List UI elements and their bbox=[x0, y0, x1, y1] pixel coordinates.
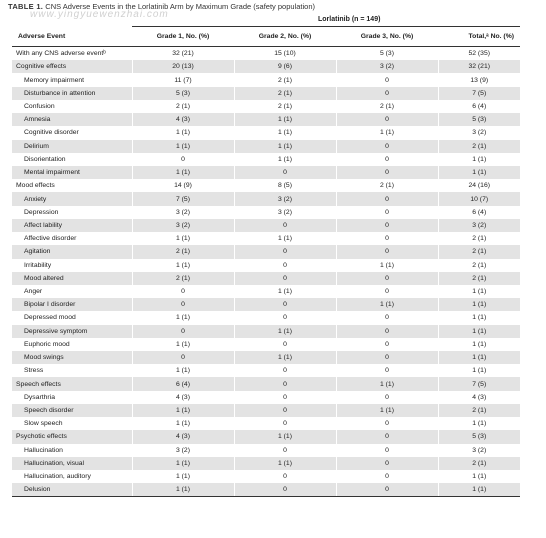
table-row bbox=[12, 245, 520, 258]
grade-3-cell: 0 bbox=[336, 192, 438, 205]
total-cell: 3 (2) bbox=[438, 126, 520, 139]
total-cell: 3 (2) bbox=[438, 444, 520, 457]
grade-2-cell: 0 bbox=[234, 404, 336, 417]
grade-3-cell: 0 bbox=[336, 153, 438, 166]
grade-3-cell: 0 bbox=[336, 351, 438, 364]
event-name-cell: Euphoric mood bbox=[24, 340, 70, 348]
grade-2-cell: 0 bbox=[234, 166, 336, 179]
grade-2-cell: 1 (1) bbox=[234, 113, 336, 126]
event-name-cell: Mood altered bbox=[12, 272, 132, 285]
table-row bbox=[12, 113, 520, 126]
table-body bbox=[12, 47, 520, 497]
table-row bbox=[12, 364, 520, 377]
grade-3-cell: 2 (1) bbox=[336, 179, 438, 192]
grade-3-cell: 0 bbox=[336, 285, 438, 298]
event-name-cell: Cognitive effects bbox=[12, 60, 132, 73]
table-row bbox=[12, 73, 520, 86]
event-name-cell: Delirium bbox=[12, 140, 132, 153]
table-row bbox=[12, 232, 520, 245]
event-name-cell: Confusion bbox=[24, 102, 55, 110]
event-name-cell: Mood effects bbox=[16, 182, 55, 190]
grade-2-cell: 0 bbox=[234, 245, 336, 258]
table-row bbox=[12, 298, 520, 311]
table-caption: CNS Adverse Events in the Lorlatinib Arm by Maximum Grade (safety population) bbox=[45, 2, 315, 11]
grade-2-cell: 0 bbox=[234, 219, 336, 232]
table-label: TABLE 1. bbox=[8, 2, 44, 11]
total-cell: 13 (9) bbox=[438, 73, 520, 86]
event-name-cell: Delusion bbox=[12, 483, 132, 497]
grade-3-cell: 0 bbox=[336, 417, 438, 430]
group-header: Lorlatinib (n = 149) bbox=[318, 16, 381, 23]
total-cell: 2 (1) bbox=[438, 259, 520, 272]
grade-3-cell: 1 (1) bbox=[336, 298, 438, 311]
grade-1-cell: 2 (1) bbox=[132, 100, 234, 113]
event-name-cell: Disturbance in attention bbox=[12, 87, 132, 100]
total-cell: 1 (1) bbox=[438, 285, 520, 298]
grade-1-cell: 1 (1) bbox=[132, 259, 234, 272]
grade-3-cell: 0 bbox=[336, 232, 438, 245]
event-name-cell: Bipolar I disorder bbox=[12, 298, 132, 311]
grade-1-cell: 0 bbox=[132, 285, 234, 298]
total-cell: 1 (1) bbox=[438, 483, 520, 497]
grade-3-cell: 0 bbox=[336, 391, 438, 404]
grade-3-cell: 0 bbox=[336, 311, 438, 324]
event-name-cell: Cognitive disorder bbox=[24, 129, 79, 137]
grade-3-cell: 0 bbox=[336, 166, 438, 179]
table-row bbox=[12, 100, 520, 113]
event-name-cell: Amnesia bbox=[12, 113, 132, 126]
grade-1-cell: 4 (3) bbox=[132, 113, 234, 126]
total-cell: 52 (35) bbox=[438, 47, 520, 61]
table-row bbox=[12, 351, 520, 364]
table-row bbox=[12, 179, 520, 192]
total-cell: 2 (1) bbox=[438, 245, 520, 258]
table-row bbox=[12, 377, 520, 390]
total-cell: 6 (4) bbox=[438, 206, 520, 219]
total-cell: 2 (1) bbox=[438, 457, 520, 470]
grade-3-cell: 0 bbox=[336, 338, 438, 351]
grade-3-cell: 0 bbox=[336, 272, 438, 285]
event-name-cell: Psychotic effects bbox=[12, 430, 132, 443]
table-row bbox=[12, 192, 520, 205]
event-name-cell: Mental impairment bbox=[12, 166, 132, 179]
table-row bbox=[12, 166, 520, 179]
grade-2-cell: 1 (1) bbox=[234, 285, 336, 298]
grade-1-cell: 0 bbox=[132, 325, 234, 338]
grade-1-cell: 2 (1) bbox=[132, 245, 234, 258]
grade-3-cell: 2 (1) bbox=[336, 100, 438, 113]
event-name-cell: Hallucination, visual bbox=[12, 457, 132, 470]
table-row bbox=[12, 417, 520, 430]
grade-2-cell: 0 bbox=[234, 377, 336, 390]
grade-1-cell: 5 (3) bbox=[132, 87, 234, 100]
event-name-cell: Mood swings bbox=[12, 351, 132, 364]
event-name-cell: Hallucination, auditory bbox=[24, 473, 91, 481]
total-cell: 5 (3) bbox=[438, 113, 520, 126]
grade-1-cell: 6 (4) bbox=[132, 377, 234, 390]
grade-3-cell: 0 bbox=[336, 245, 438, 258]
total-cell: 1 (1) bbox=[438, 351, 520, 364]
grade-1-cell: 20 (13) bbox=[132, 60, 234, 73]
total-cell: 1 (1) bbox=[438, 311, 520, 324]
grade-1-cell: 0 bbox=[132, 298, 234, 311]
column-header-grade-1: Grade 1, No. (%) bbox=[132, 27, 234, 47]
adverse-events-table bbox=[12, 27, 520, 497]
grade-1-cell: 1 (1) bbox=[132, 232, 234, 245]
grade-2-cell: 8 (5) bbox=[234, 179, 336, 192]
grade-2-cell: 0 bbox=[234, 444, 336, 457]
table-row bbox=[12, 206, 520, 219]
event-name-cell: Stress bbox=[24, 367, 44, 375]
grade-2-cell: 1 (1) bbox=[234, 325, 336, 338]
grade-3-cell: 1 (1) bbox=[336, 377, 438, 390]
table-row bbox=[12, 457, 520, 470]
grade-3-cell: 0 bbox=[336, 430, 438, 443]
total-cell: 4 (3) bbox=[438, 391, 520, 404]
grade-1-cell: 0 bbox=[132, 153, 234, 166]
grade-3-cell: 1 (1) bbox=[336, 126, 438, 139]
table-row bbox=[12, 391, 520, 404]
event-name-cell: Speech effects bbox=[12, 377, 132, 390]
event-name-cell: Disorientation bbox=[24, 155, 66, 163]
table-row bbox=[12, 285, 520, 298]
total-cell: 7 (5) bbox=[438, 377, 520, 390]
grade-3-cell: 0 bbox=[336, 325, 438, 338]
table-row bbox=[12, 259, 520, 272]
grade-2-cell: 3 (2) bbox=[234, 206, 336, 219]
grade-3-cell: 3 (2) bbox=[336, 60, 438, 73]
grade-2-cell: 1 (1) bbox=[234, 232, 336, 245]
total-cell: 5 (3) bbox=[438, 430, 520, 443]
total-cell: 1 (1) bbox=[438, 153, 520, 166]
total-cell: 1 (1) bbox=[438, 166, 520, 179]
grade-1-cell: 1 (1) bbox=[132, 140, 234, 153]
column-header-grade-2: Grade 2, No. (%) bbox=[234, 27, 336, 47]
grade-2-cell: 0 bbox=[234, 483, 336, 497]
event-name-cell: Irritability bbox=[24, 261, 52, 269]
grade-2-cell: 0 bbox=[234, 338, 336, 351]
event-name-cell: Dysarthria bbox=[24, 393, 55, 401]
total-cell: 1 (1) bbox=[438, 470, 520, 483]
grade-2-cell: 0 bbox=[234, 417, 336, 430]
total-cell: 1 (1) bbox=[438, 338, 520, 351]
grade-1-cell: 1 (1) bbox=[132, 470, 234, 483]
event-name-cell: Speech disorder bbox=[12, 404, 132, 417]
table-row bbox=[12, 219, 520, 232]
table-row bbox=[12, 153, 520, 166]
grade-2-cell: 1 (1) bbox=[234, 153, 336, 166]
column-header-adverse-event: Adverse Event bbox=[12, 27, 132, 47]
grade-1-cell: 1 (1) bbox=[132, 166, 234, 179]
grade-2-cell: 1 (1) bbox=[234, 457, 336, 470]
table-row bbox=[12, 60, 520, 73]
grade-2-cell: 0 bbox=[234, 259, 336, 272]
total-cell: 1 (1) bbox=[438, 325, 520, 338]
grade-2-cell: 0 bbox=[234, 311, 336, 324]
grade-2-cell: 1 (1) bbox=[234, 140, 336, 153]
grade-3-cell: 0 bbox=[336, 470, 438, 483]
grade-3-cell: 1 (1) bbox=[336, 259, 438, 272]
table-row bbox=[12, 444, 520, 457]
grade-3-cell: 0 bbox=[336, 457, 438, 470]
total-cell: 7 (5) bbox=[438, 87, 520, 100]
table-header-row bbox=[12, 27, 520, 47]
event-name-cell: Anger bbox=[24, 288, 43, 296]
column-header-total: Total,ᵃ No. (%) bbox=[438, 27, 520, 47]
table-row bbox=[12, 311, 520, 324]
grade-1-cell: 1 (1) bbox=[132, 457, 234, 470]
total-cell: 2 (1) bbox=[438, 232, 520, 245]
grade-3-cell: 0 bbox=[336, 140, 438, 153]
total-cell: 32 (21) bbox=[438, 60, 520, 73]
grade-3-cell: 0 bbox=[336, 444, 438, 457]
grade-1-cell: 14 (9) bbox=[132, 179, 234, 192]
total-cell: 6 (4) bbox=[438, 100, 520, 113]
table-row bbox=[12, 338, 520, 351]
grade-2-cell: 0 bbox=[234, 364, 336, 377]
grade-2-cell: 15 (10) bbox=[234, 47, 336, 61]
grade-2-cell: 0 bbox=[234, 391, 336, 404]
grade-3-cell: 0 bbox=[336, 87, 438, 100]
table-row bbox=[12, 404, 520, 417]
total-cell: 2 (1) bbox=[438, 404, 520, 417]
grade-2-cell: 0 bbox=[234, 298, 336, 311]
table-row bbox=[12, 126, 520, 139]
table-row bbox=[12, 470, 520, 483]
grade-2-cell: 2 (1) bbox=[234, 87, 336, 100]
grade-1-cell: 7 (5) bbox=[132, 192, 234, 205]
table-row bbox=[12, 140, 520, 153]
event-name-cell: Agitation bbox=[12, 245, 132, 258]
total-cell: 24 (16) bbox=[438, 179, 520, 192]
event-name-cell: Depressive symptom bbox=[12, 325, 132, 338]
grade-1-cell: 1 (1) bbox=[132, 126, 234, 139]
grade-2-cell: 0 bbox=[234, 272, 336, 285]
grade-3-cell: 0 bbox=[336, 364, 438, 377]
total-cell: 1 (1) bbox=[438, 298, 520, 311]
grade-1-cell: 1 (1) bbox=[132, 483, 234, 497]
grade-1-cell: 0 bbox=[132, 351, 234, 364]
grade-2-cell: 2 (1) bbox=[234, 100, 336, 113]
event-name-cell: Hallucination bbox=[24, 446, 63, 454]
column-header-grade-3: Grade 3, No. (%) bbox=[336, 27, 438, 47]
event-name-cell: Memory impairment bbox=[24, 76, 85, 84]
total-cell: 10 (7) bbox=[438, 192, 520, 205]
grade-2-cell: 1 (1) bbox=[234, 126, 336, 139]
event-name-cell: Affective disorder bbox=[24, 235, 77, 243]
grade-2-cell: 1 (1) bbox=[234, 351, 336, 364]
grade-3-cell: 1 (1) bbox=[336, 404, 438, 417]
grade-3-cell: 0 bbox=[336, 113, 438, 126]
grade-1-cell: 3 (2) bbox=[132, 219, 234, 232]
grade-1-cell: 4 (3) bbox=[132, 391, 234, 404]
grade-1-cell: 1 (1) bbox=[132, 417, 234, 430]
grade-2-cell: 1 (1) bbox=[234, 430, 336, 443]
total-cell: 1 (1) bbox=[438, 364, 520, 377]
watermark: www.yingyuewenzhai.com bbox=[30, 9, 169, 20]
grade-3-cell: 0 bbox=[336, 206, 438, 219]
grade-2-cell: 3 (2) bbox=[234, 192, 336, 205]
event-name-cell: Depressed mood bbox=[24, 314, 76, 322]
event-name-cell: Depression bbox=[24, 208, 59, 216]
grade-2-cell: 0 bbox=[234, 470, 336, 483]
table-row bbox=[12, 87, 520, 100]
grade-1-cell: 32 (21) bbox=[132, 47, 234, 61]
event-name-cell: Affect lability bbox=[12, 219, 132, 232]
grade-3-cell: 0 bbox=[336, 219, 438, 232]
table-row bbox=[12, 430, 520, 443]
total-cell: 3 (2) bbox=[438, 219, 520, 232]
grade-3-cell: 0 bbox=[336, 73, 438, 86]
grade-1-cell: 3 (2) bbox=[132, 444, 234, 457]
grade-1-cell: 4 (3) bbox=[132, 430, 234, 443]
table-row bbox=[12, 483, 520, 497]
grade-1-cell: 1 (1) bbox=[132, 364, 234, 377]
grade-3-cell: 0 bbox=[336, 483, 438, 497]
total-cell: 2 (1) bbox=[438, 140, 520, 153]
grade-1-cell: 2 (1) bbox=[132, 272, 234, 285]
event-name-cell: With any CNS adverse eventᵇ bbox=[16, 50, 106, 58]
total-cell: 1 (1) bbox=[438, 417, 520, 430]
table-row bbox=[12, 47, 520, 61]
grade-1-cell: 1 (1) bbox=[132, 311, 234, 324]
grade-3-cell: 5 (3) bbox=[336, 47, 438, 61]
grade-1-cell: 1 (1) bbox=[132, 338, 234, 351]
grade-1-cell: 3 (2) bbox=[132, 206, 234, 219]
table-row bbox=[12, 325, 520, 338]
event-name-cell: Slow speech bbox=[24, 420, 63, 428]
table-row bbox=[12, 272, 520, 285]
grade-1-cell: 11 (7) bbox=[132, 73, 234, 86]
event-name-cell: Anxiety bbox=[12, 192, 132, 205]
total-cell: 2 (1) bbox=[438, 272, 520, 285]
grade-2-cell: 2 (1) bbox=[234, 73, 336, 86]
grade-2-cell: 9 (6) bbox=[234, 60, 336, 73]
grade-1-cell: 1 (1) bbox=[132, 404, 234, 417]
